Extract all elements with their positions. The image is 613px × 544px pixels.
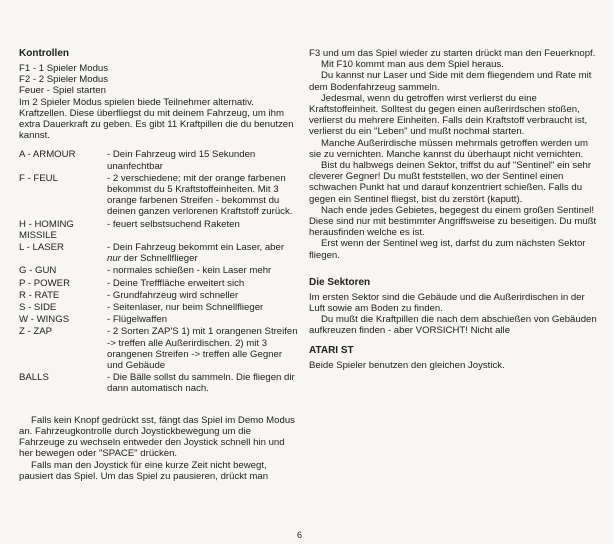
atari-section [309, 345, 599, 371]
pill-key: R - RATE [19, 289, 60, 301]
pill-key: A - ARMOUR [19, 149, 76, 161]
pill-desc: - Deine Trefffläche erweitert sich [107, 277, 245, 289]
pill-desc: - Grundfahrzeug wird schneller [107, 289, 239, 301]
sectors-section [309, 277, 599, 337]
pill-row [19, 302, 299, 313]
pill-desc-em: nur [107, 253, 121, 265]
paragraph: Manche Außerirdische müssen mehrmals getroffen werden um sie zu vernichten. Manche kannst du überhaupt nicht vernichten. [309, 137, 588, 160]
paragraph: Du kannst nur Laser und Side mit dem fliegendem und Rate mit dem Bodenfahrzeug sammeln. [309, 70, 592, 93]
pill-desc-a: - Dein Fahrzeug bekommt ein Laser, aber [107, 242, 285, 254]
pill-desc: - 2 verschiedene; mit der orange farbenen bekommst du 5 Kraftstoffeinheiten. Mit 3 orange farbenen Streifen - bekommst du deinen ganzen verlorenen Kraftstoff zurück. [107, 172, 293, 218]
pill-row [19, 242, 299, 264]
pill-key: P - POWER [19, 277, 70, 289]
paragraph: Beide Spieler benutzen den gleichen Joystick. [309, 359, 505, 371]
pill-desc: - 2 Sorten ZAP'S 1) mit 1 orangenen Streifen -> treffen alle Außerirdischen. 2) mit 3 orangenen Streifen -> treffen alle Gegner und Gebäude [107, 326, 298, 372]
pill-desc: - normales schießen - kein Laser mehr [107, 265, 272, 277]
paragraph: Mit F10 kommt man aus dem Spiel heraus. [321, 59, 504, 71]
left-column [19, 48, 299, 482]
pill-key: L - LASER [19, 242, 64, 254]
pill-row [19, 173, 299, 218]
pill-row [19, 314, 299, 325]
paragraph: F3 und um das Spiel wieder zu starten drückt man den Feuerknopf. [309, 48, 596, 59]
paragraph: Bist du halbwegs deinen Sektor, triffst du auf "Sentinel" ein sehr cleverer Gegner! Du mußt feststellen, wo der Sentinel einen schwachen Punkt hat und darauf konzentriert schießen. Falls du gegen ein Sentinel fliegst, bist du zerstört (kaputt). [309, 160, 592, 205]
control-line: F2 - 2 Spieler Modus [19, 74, 109, 86]
page-number: 6 [297, 530, 303, 540]
sectors-heading: Die Sektoren [309, 276, 371, 288]
pill-desc [107, 242, 299, 264]
pill-row [19, 290, 299, 301]
pill-row [19, 326, 299, 371]
right-column [309, 48, 599, 371]
pill-key: S - SIDE [19, 302, 57, 314]
pill-key: BALLS [19, 372, 49, 384]
pause-paragraph: Falls man den Joystick für eine kurze Zeit nicht bewegt, pausiert das Spiel. Um das Spiel zu pausieren, drückt man [19, 459, 269, 482]
pill-row [19, 219, 299, 241]
paragraph: Erst wenn der Sentinel weg ist, darfst du zum nächsten Sektor fliegen. [309, 238, 586, 261]
pill-row [19, 149, 299, 171]
pill-key: G - GUN [19, 265, 57, 277]
power-pill-list [19, 149, 299, 394]
demo-section [19, 415, 299, 482]
paragraph: Jedesmal, wenn du getroffen wirst verlierst du eine Kraftstoffeinheit. Solltest du gegen einen außerirdschen stoßen, verlierst du mehrere Einheiten. Falls dein Kraftstoff verbraucht ist, verlierst du ein "Leben" und mußt nochmal starten. [309, 92, 588, 138]
pill-row [19, 278, 299, 289]
intro-text: Im 2 Spieler Modus spielen biede Teilnehmer alternativ. Kraftzellen. Diese überfliegst du mit deinem Fahrzeug, um ihm extra Dauerkraft zu geben. Es gibt 11 Kraftpillen die du benutzen kannst. [19, 96, 294, 142]
pill-desc: - Dein Fahrzeug wird 15 Sekunden unanfechtbar [107, 149, 256, 172]
pill-desc-b: der Schnellflieger [120, 253, 198, 265]
pill-desc: - Seitenlaser, nur beim Schnellflieger [107, 302, 264, 314]
demo-paragraph: Falls kein Knopf gedrückt sst, fängt das Spiel im Demo Modus an. Fahrzeugkontrolle durch Joystickbewegung um die Fahrzeuge zu wechseln entweder den Joystick schnell hin und her bewegen oder "SPACE" drücken. [19, 414, 295, 460]
control-line: Feuer - Spiel starten [19, 85, 106, 97]
pill-row [19, 372, 299, 394]
pill-desc: - feuert selbstsuchend Raketen [107, 218, 240, 230]
control-line: F1 - 1 Spieler Modus [19, 63, 109, 74]
pill-key: H - HOMING MISSILE [19, 218, 74, 241]
paragraph: Du mußt die Kraftpillen die nach dem abschießen von Gebäuden aufkreuzen finden - aber VORSICHT! Nicht alle [309, 314, 597, 337]
pill-key: Z - ZAP [19, 326, 53, 338]
controls-heading: Kontrollen [19, 48, 69, 59]
paragraph: Nach ende jedes Gebietes, begegest du einem großen Sentinel! Diese sind nur mit bestimmter Angriffsweise zu beseitigen. Du mußt herausfinden welche es ist. [309, 204, 597, 239]
atari-heading: ATARI ST [309, 344, 354, 356]
paragraph: Im ersten Sektor sind die Gebäude und die Außerirdischen in der Luft sowie am Boden zu finden. [309, 291, 585, 315]
pill-key: F - FEUL [19, 172, 58, 184]
pill-row [19, 265, 299, 276]
pill-key: W - WINGS [19, 314, 70, 326]
pill-desc: - Die Bälle sollst du sammeln. Die fliegen dir dann automatisch nach. [107, 372, 295, 395]
pill-desc: - Flügelwaffen [107, 314, 168, 326]
